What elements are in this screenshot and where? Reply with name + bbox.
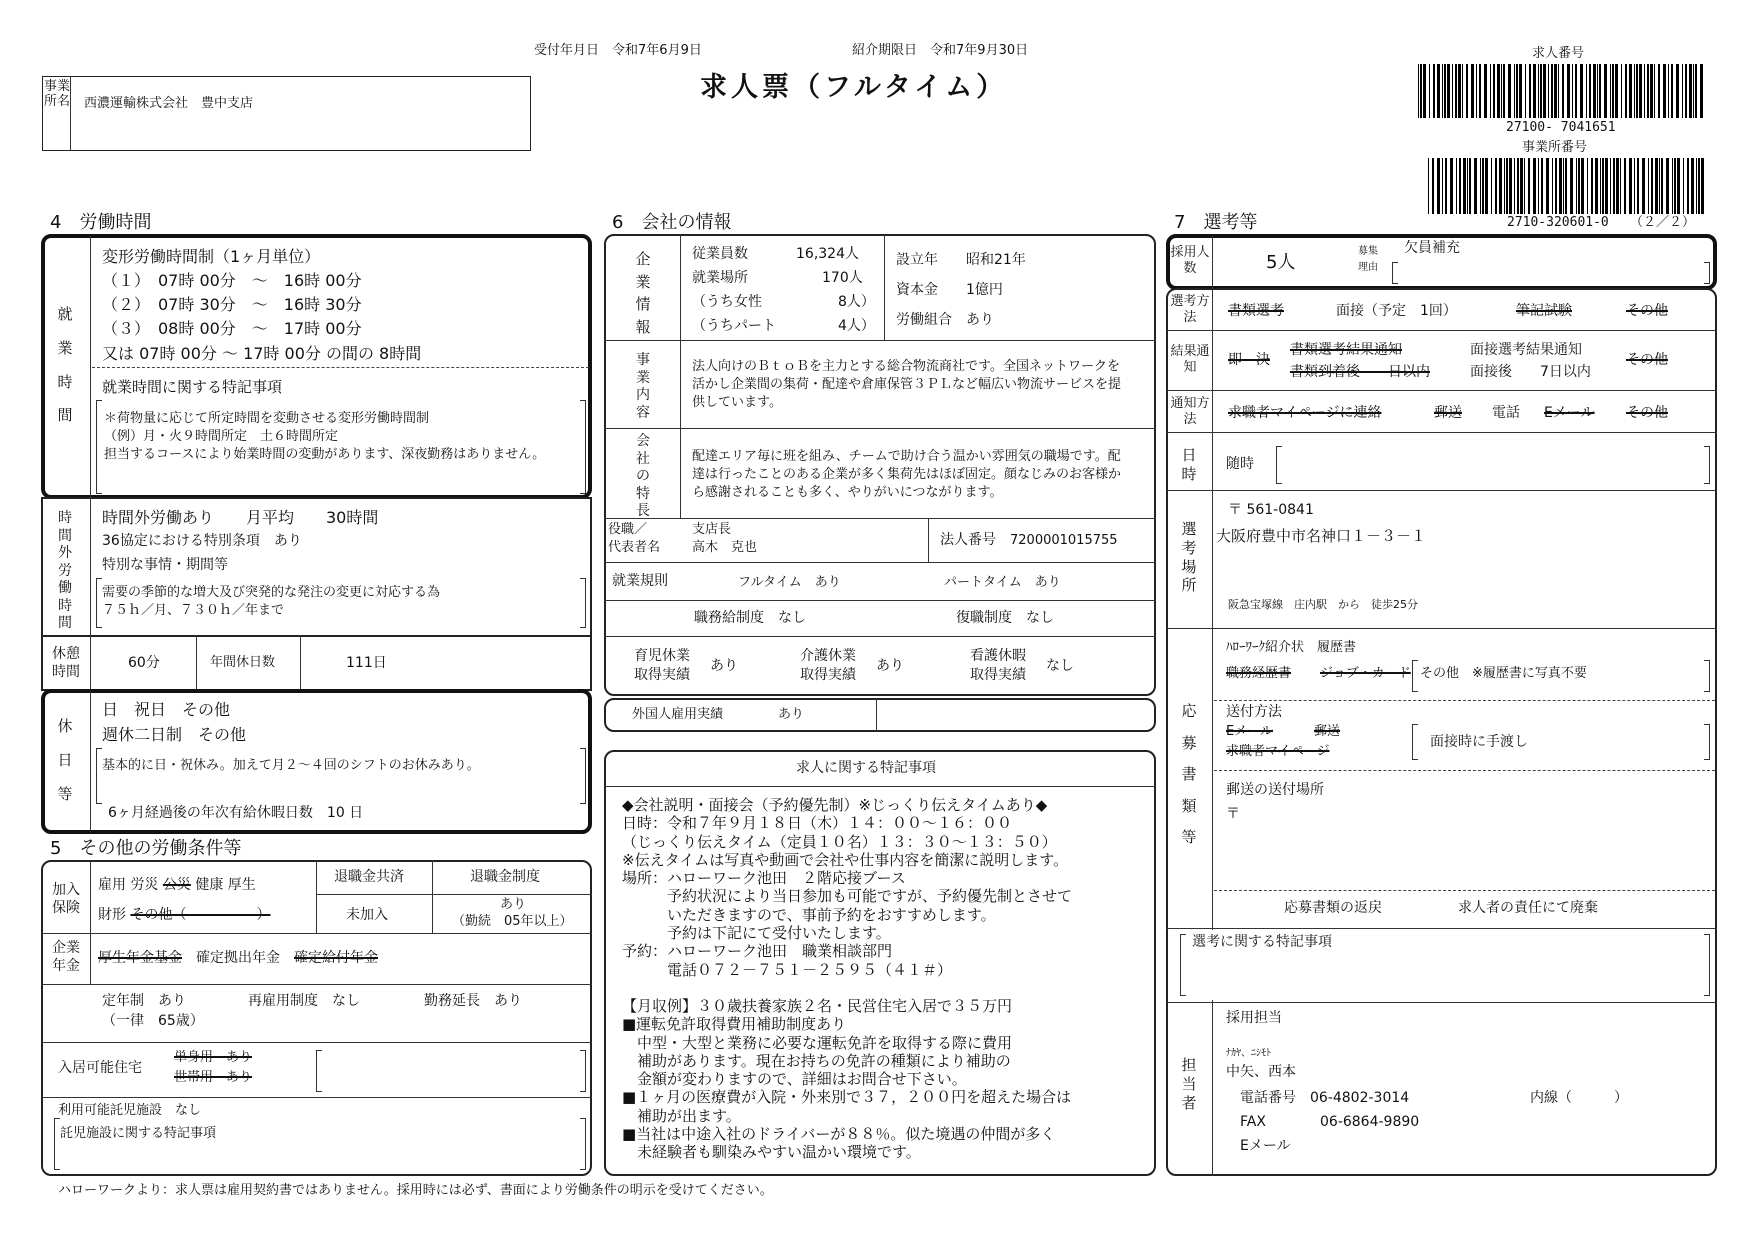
special-line: 予約は下記にて受付いたします。 [622, 924, 891, 943]
special-line: （じっくり伝えタイム（定員１０名）１３：３０～１３：５０） [622, 832, 1057, 851]
special-title: 求人に関する特記事項 [796, 760, 936, 776]
childcare-leave: あり [710, 658, 738, 674]
send-mypage: 求職者マイページ [1226, 744, 1330, 759]
section-7-title: 7 選考等 [1174, 212, 1258, 233]
result-immediate: 即 決 [1228, 352, 1270, 368]
result-label: 結果通知 [1170, 344, 1210, 376]
office-number: 2710-320601-0 [1507, 215, 1609, 230]
reason-label-1: 募集 [1358, 246, 1378, 257]
special-line: 補助があります。現在お持ちの免許の種類により補助の [622, 1051, 1011, 1070]
special-circumstances: 特別な事情・期間等 [102, 557, 228, 573]
special-line: ◆会社説明・面接会（予約優先制）※じっくり伝えタイムあり◆ [622, 796, 1048, 814]
hours-special-text: ＊荷物量に応じて所定時間を変動させる変形労働時間制 （例）月・火９時間所定 土６時間所定 担当するコースにより始業時間の変動があります、深夜勤務はありません。 [104, 411, 546, 463]
insurance-line-1 [98, 877, 256, 894]
docs-label: 応募書類等 [1181, 702, 1197, 846]
ins-other: その他（ ） [130, 907, 271, 923]
rules-full: フルタイム あり [738, 575, 841, 590]
retire-age-note: （一律 65歳） [102, 1013, 204, 1029]
union [896, 312, 994, 329]
capital [896, 282, 1003, 299]
employees [692, 246, 748, 263]
business-text: 法人向けのＢｔｏＢを主力とする総合物流商社です。全国ネットワークを活かし企業間の集荷・配達や倉庫保管３ＰＬなど幅広い物流サービスを提供しています。 [692, 359, 1122, 411]
feature-label: 会社の特長 [636, 433, 650, 519]
special-line: 補助が出ます。 [622, 1106, 741, 1125]
holidays-label: 休日等 [57, 717, 73, 803]
feature-text: 配達エリア毎に班を組み、チームで助け合う温かい雰囲気の職場です。配達は行ったことのある企業が多く集荷先はほぼ固定。顔なじみのお客様から感謝されることも多く、やりがいにつながります。 [692, 449, 1122, 501]
method-label: 選考方法 [1170, 294, 1210, 326]
reinstate: 復職制度 なし [956, 610, 1054, 626]
send-mail: 郵送 [1314, 724, 1341, 739]
sick-leave-label1: 看護休暇 [970, 648, 1026, 664]
footer-note: ハローワークより：求人票は雇用契約書ではありません。採用時には必ず、書面により労働条件の明示を受けてください。 [58, 1183, 773, 1198]
docs-other: その他 ※履歴書に写真不要 [1420, 666, 1587, 681]
retire-system-label: 退職金制度 [470, 869, 540, 885]
business-label: 事業内容 [636, 352, 650, 421]
reason: 欠員補充 [1404, 240, 1460, 256]
retire-mutual-label: 退職金共済 [334, 869, 404, 885]
section-6-title: 6 会社の情報 [612, 212, 732, 233]
holidays-2: 週休二日制 その他 [102, 725, 247, 744]
nursing-leave-label2: 取得実績 [800, 667, 856, 683]
foreign: あり [778, 707, 805, 722]
break-label: 休憩時間 [52, 646, 80, 680]
special-line: ■運転免許取得費用補助制度あり [622, 1015, 847, 1034]
office-label: 事業所名 [44, 79, 71, 109]
rules-part: パートタイム あり [944, 575, 1061, 590]
ext-label: 内線（ ） [1530, 1090, 1628, 1106]
childcare-leave-label1: 育児休業 [634, 648, 690, 664]
contact-names: 中矢、西本 [1226, 1064, 1296, 1080]
ins-savings: 財形 [98, 907, 126, 923]
special-line: ■当社は中途入社のドライバーが８８％。似た境遇の仲間が多く [622, 1125, 1056, 1144]
founded-value: 昭和21年 [966, 252, 1026, 268]
housing-family: 世帯用 あり [174, 1070, 253, 1085]
rep-label-2: 代表者名 [608, 540, 661, 555]
holidays-1: 日 祝日 その他 [102, 700, 231, 719]
capital-value: 1億円 [966, 282, 1003, 298]
insurance-label: 加入保険 [52, 882, 80, 916]
contact-title: 採用担当 [1226, 1010, 1282, 1026]
send-label: 送付方法 [1226, 704, 1282, 720]
reception-date-value: 令和7年6月9日 [612, 43, 702, 58]
notify-email: Eメール [1544, 405, 1595, 421]
female-value: 8人） [838, 294, 875, 310]
work-system: 変形労働時間制（1ヶ月単位） [102, 247, 321, 266]
extension: 勤務延長 あり [424, 993, 522, 1009]
special-line: 電話０７２－７５１－２５９５（４１＃） [622, 960, 953, 979]
tel-label: 電話番号 [1240, 1090, 1296, 1106]
nursing-leave-label1: 介護休業 [800, 648, 856, 664]
rep-name: 高木 克也 [692, 540, 758, 555]
email-label: Eメール [1240, 1138, 1291, 1154]
special-line: ※伝えタイムは写真や動画で会社や仕事内容を簡潔に説明します。 [622, 850, 1069, 869]
special-lines [622, 796, 1148, 1162]
special-line: 【月収例】３０歳扶養家族２名・民営住宅入居で３５万円 [622, 996, 1013, 1015]
shift-3: （３） 08時 00分 ～ 17時 00分 [102, 319, 362, 338]
return: 求人者の責任にて廃棄 [1458, 900, 1598, 916]
overtime: 時間外労働あり 月平均 30時間 [102, 508, 379, 527]
special-line: いただきますので、事前予約をおすすめします。 [622, 905, 996, 924]
send-note: 面接時に手渡し [1430, 734, 1528, 750]
founded [896, 252, 1026, 269]
special-line: 未経験者も馴染みやすい温かい環境です。 [622, 1143, 921, 1162]
date: 随時 [1226, 456, 1254, 472]
fax-value: 06-6864-9890 [1320, 1114, 1420, 1130]
rehire: 再雇用制度 なし [248, 993, 360, 1009]
special-line: 場所：ハローワーク池田 ２階応接ブース [622, 869, 906, 888]
notify-label: 通知方法 [1170, 396, 1210, 428]
office-number-barcode [1428, 158, 1708, 214]
result-docs: 書類選考結果通知 [1290, 342, 1402, 358]
shift-alternative: 又は 07時 00分 ～ 17時 00分 の間の 8時間 [102, 344, 422, 363]
contact-label: 担当者 [1181, 1056, 1197, 1112]
union-value: あり [966, 312, 994, 328]
date-label: 日時 [1181, 446, 1197, 483]
childcare-note-label: 託児施設に関する特記事項 [60, 1126, 217, 1141]
part-value: 4人） [838, 318, 875, 334]
section-5-title: 5 その他の労働条件等 [50, 838, 242, 859]
hire-count: 5人 [1266, 252, 1296, 273]
page-title: 求人票（フルタイム） [700, 72, 1008, 103]
referral-deadline-label: 紹介期限日 [852, 43, 918, 58]
workplace-value: 170人 [822, 270, 863, 286]
office-name-box [42, 76, 531, 151]
corp-no-label: 法人番号 [940, 532, 996, 548]
break-box [41, 635, 592, 691]
tel-value: 06-4802-3014 [1310, 1090, 1410, 1106]
mail-label: 郵送の送付場所 [1226, 782, 1324, 798]
special-line: 金額が変わりますので、詳細はお問合せ下さい。 [622, 1070, 967, 1089]
housing-single: 単身用 あり [174, 1050, 253, 1065]
rules-label: 就業規則 [612, 573, 668, 589]
notify-other: その他 [1626, 405, 1668, 421]
overtime-label: 時間外労働時間 [58, 510, 72, 631]
return-label: 応募書類の返戻 [1284, 900, 1382, 916]
selection-note-label: 選考に関する特記事項 [1192, 934, 1332, 950]
referral-deadline-value: 令和7年9月30日 [930, 43, 1029, 58]
pension-fund: 厚生年金基金 [98, 950, 182, 966]
special-clause: 36協定における特別条項 あり [102, 533, 302, 549]
result-docs-days: 書類到着後 日以内 [1290, 364, 1430, 380]
referral-deadline [852, 43, 1028, 59]
method-written: 筆記試験 [1516, 303, 1572, 319]
hire-count-label: 採用人数 [1170, 245, 1210, 277]
notify-phone: 電話 [1492, 405, 1520, 421]
method-docs: 書類選考 [1228, 303, 1284, 319]
housing-label: 入居可能住宅 [58, 1060, 142, 1076]
job-pay: 職務給制度 なし [694, 610, 806, 626]
send-email: Eメール [1226, 724, 1273, 739]
employees-label: 従業員数 [692, 246, 748, 262]
founded-label: 設立年 [896, 252, 938, 268]
place-label: 選考場所 [1181, 520, 1197, 595]
reason-label-2: 理由 [1358, 262, 1378, 273]
job-number: 27100- 7041651 [1506, 120, 1616, 135]
tel [1240, 1090, 1409, 1107]
special-line: 予約状況により当日参加も可能ですが、予約優先制とさせて [622, 887, 1073, 906]
access: 阪急宝塚線 庄内駅 から 徒歩25分 [1228, 598, 1418, 611]
docs-line-1: ﾊﾛｰﾜｰｸ紹介状 履歴書 [1226, 640, 1357, 655]
nursing-leave: あり [876, 658, 904, 674]
foreign-label: 外国人雇用実績 [632, 707, 724, 722]
work-hours-label: 就業時間 [57, 305, 73, 425]
rep-title: 支店長 [692, 522, 732, 537]
method-interview: 面接（予定 1回） [1336, 303, 1457, 319]
pension-db: 確定給付年金 [294, 950, 378, 966]
female-label: （うち女性 [692, 294, 762, 310]
holiday-note: 基本的に日・祝休み。加えて月２～４回のシフトのお休みあり。 [102, 758, 480, 773]
part-label: （うちパート [692, 318, 776, 334]
pension-label: 企業年金 [52, 940, 80, 974]
ins-public: 公災 [162, 877, 191, 893]
hours-special-label: 就業時間に関する特記事項 [102, 378, 283, 396]
retire-system: あり [500, 897, 527, 912]
retire-system-note: （勤続 05年以上） [452, 914, 573, 929]
retire-age: 定年制 あり [102, 993, 186, 1009]
special-line: 予約：ハローワーク池田 職業相談部門 [622, 942, 893, 961]
sick-leave-label2: 取得実績 [970, 667, 1026, 683]
notify-mail: 郵送 [1434, 405, 1462, 421]
childcare-leave-label2: 取得実績 [634, 667, 690, 683]
annual-holidays: 111日 [346, 655, 387, 671]
retire-mutual: 未加入 [346, 907, 388, 923]
workplace-label: 就業場所 [692, 270, 748, 286]
sick-leave: なし [1046, 658, 1074, 674]
result-other: その他 [1626, 352, 1668, 368]
special-line: 中型・大型と業務に必要な運転免許を取得する際に費用 [622, 1033, 1013, 1052]
ins-health: 健康 厚生 [195, 877, 256, 893]
job-number-barcode [1418, 64, 1708, 118]
overtime-note: 需要の季節的な増大及び突発的な発注の変更に対応する為 ７５ｈ／月、７３０ｈ／年まで [102, 585, 441, 619]
employees-value: 16,324人 [796, 246, 859, 262]
special-line [622, 979, 1148, 997]
section-4-title: 4 労働時間 [50, 212, 152, 233]
break-time: 60分 [128, 655, 160, 671]
method-other: その他 [1626, 303, 1668, 319]
docs-resume: 職務経歴書 [1226, 666, 1292, 681]
annual-holidays-label: 年間休日数 [210, 655, 276, 670]
office-name: 西濃運輸株式会社 豊中支店 [84, 96, 254, 111]
address: 大阪府豊中市名神口１－３－１ [1216, 527, 1427, 545]
company-info-label: 企業情報 [635, 250, 651, 336]
result-interview-days: 面接後 7日以内 [1470, 364, 1591, 380]
insurance-line-2 [98, 907, 270, 924]
job-number-label: 求人番号 [1532, 46, 1585, 61]
ins-employment: 雇用 労災 [98, 877, 159, 893]
childcare: 利用可能託児施設 なし [58, 1103, 202, 1118]
union-label: 労働組合 [896, 312, 952, 328]
fax-label: FAX [1240, 1114, 1266, 1130]
mail-postal: 〒 [1226, 806, 1240, 822]
corp-no-value: 7200001015755 [1010, 533, 1118, 548]
special-line: 日時：令和７年９月１８日（木）１４：００～１６：００ [622, 814, 1013, 833]
postal: 〒 561-0841 [1228, 502, 1314, 518]
contact-kana: ﾅｶﾔ、ﾆｼﾓﾄ [1226, 1048, 1271, 1059]
notify-mypage: 求職者マイページに連絡 [1228, 405, 1382, 421]
paid-leave: 6ヶ月経過後の年次有給休暇日数 10 日 [108, 805, 364, 821]
shift-2: （２） 07時 30分 ～ 16時 30分 [102, 295, 362, 314]
pension-dc: 確定拠出年金 [196, 950, 280, 966]
result-interview: 面接選考結果通知 [1470, 342, 1582, 358]
page-number: （２／２） [1630, 215, 1696, 230]
docs-jobcard: ジョブ・カード [1320, 666, 1411, 681]
reception-date-label: 受付年月日 [534, 43, 600, 58]
capital-label: 資本金 [896, 282, 938, 298]
office-number-label: 事業所番号 [1522, 140, 1588, 155]
special-line: ■１ヶ月の医療費が入院・外来別で３７，２００円を超えた場合は [622, 1088, 1072, 1107]
pension [98, 950, 378, 967]
shift-1: （１） 07時 00分 ～ 16時 00分 [102, 271, 362, 290]
corp-number [940, 532, 1118, 549]
rep-label-1: 役職／ [608, 522, 648, 537]
reception-date [534, 43, 702, 59]
